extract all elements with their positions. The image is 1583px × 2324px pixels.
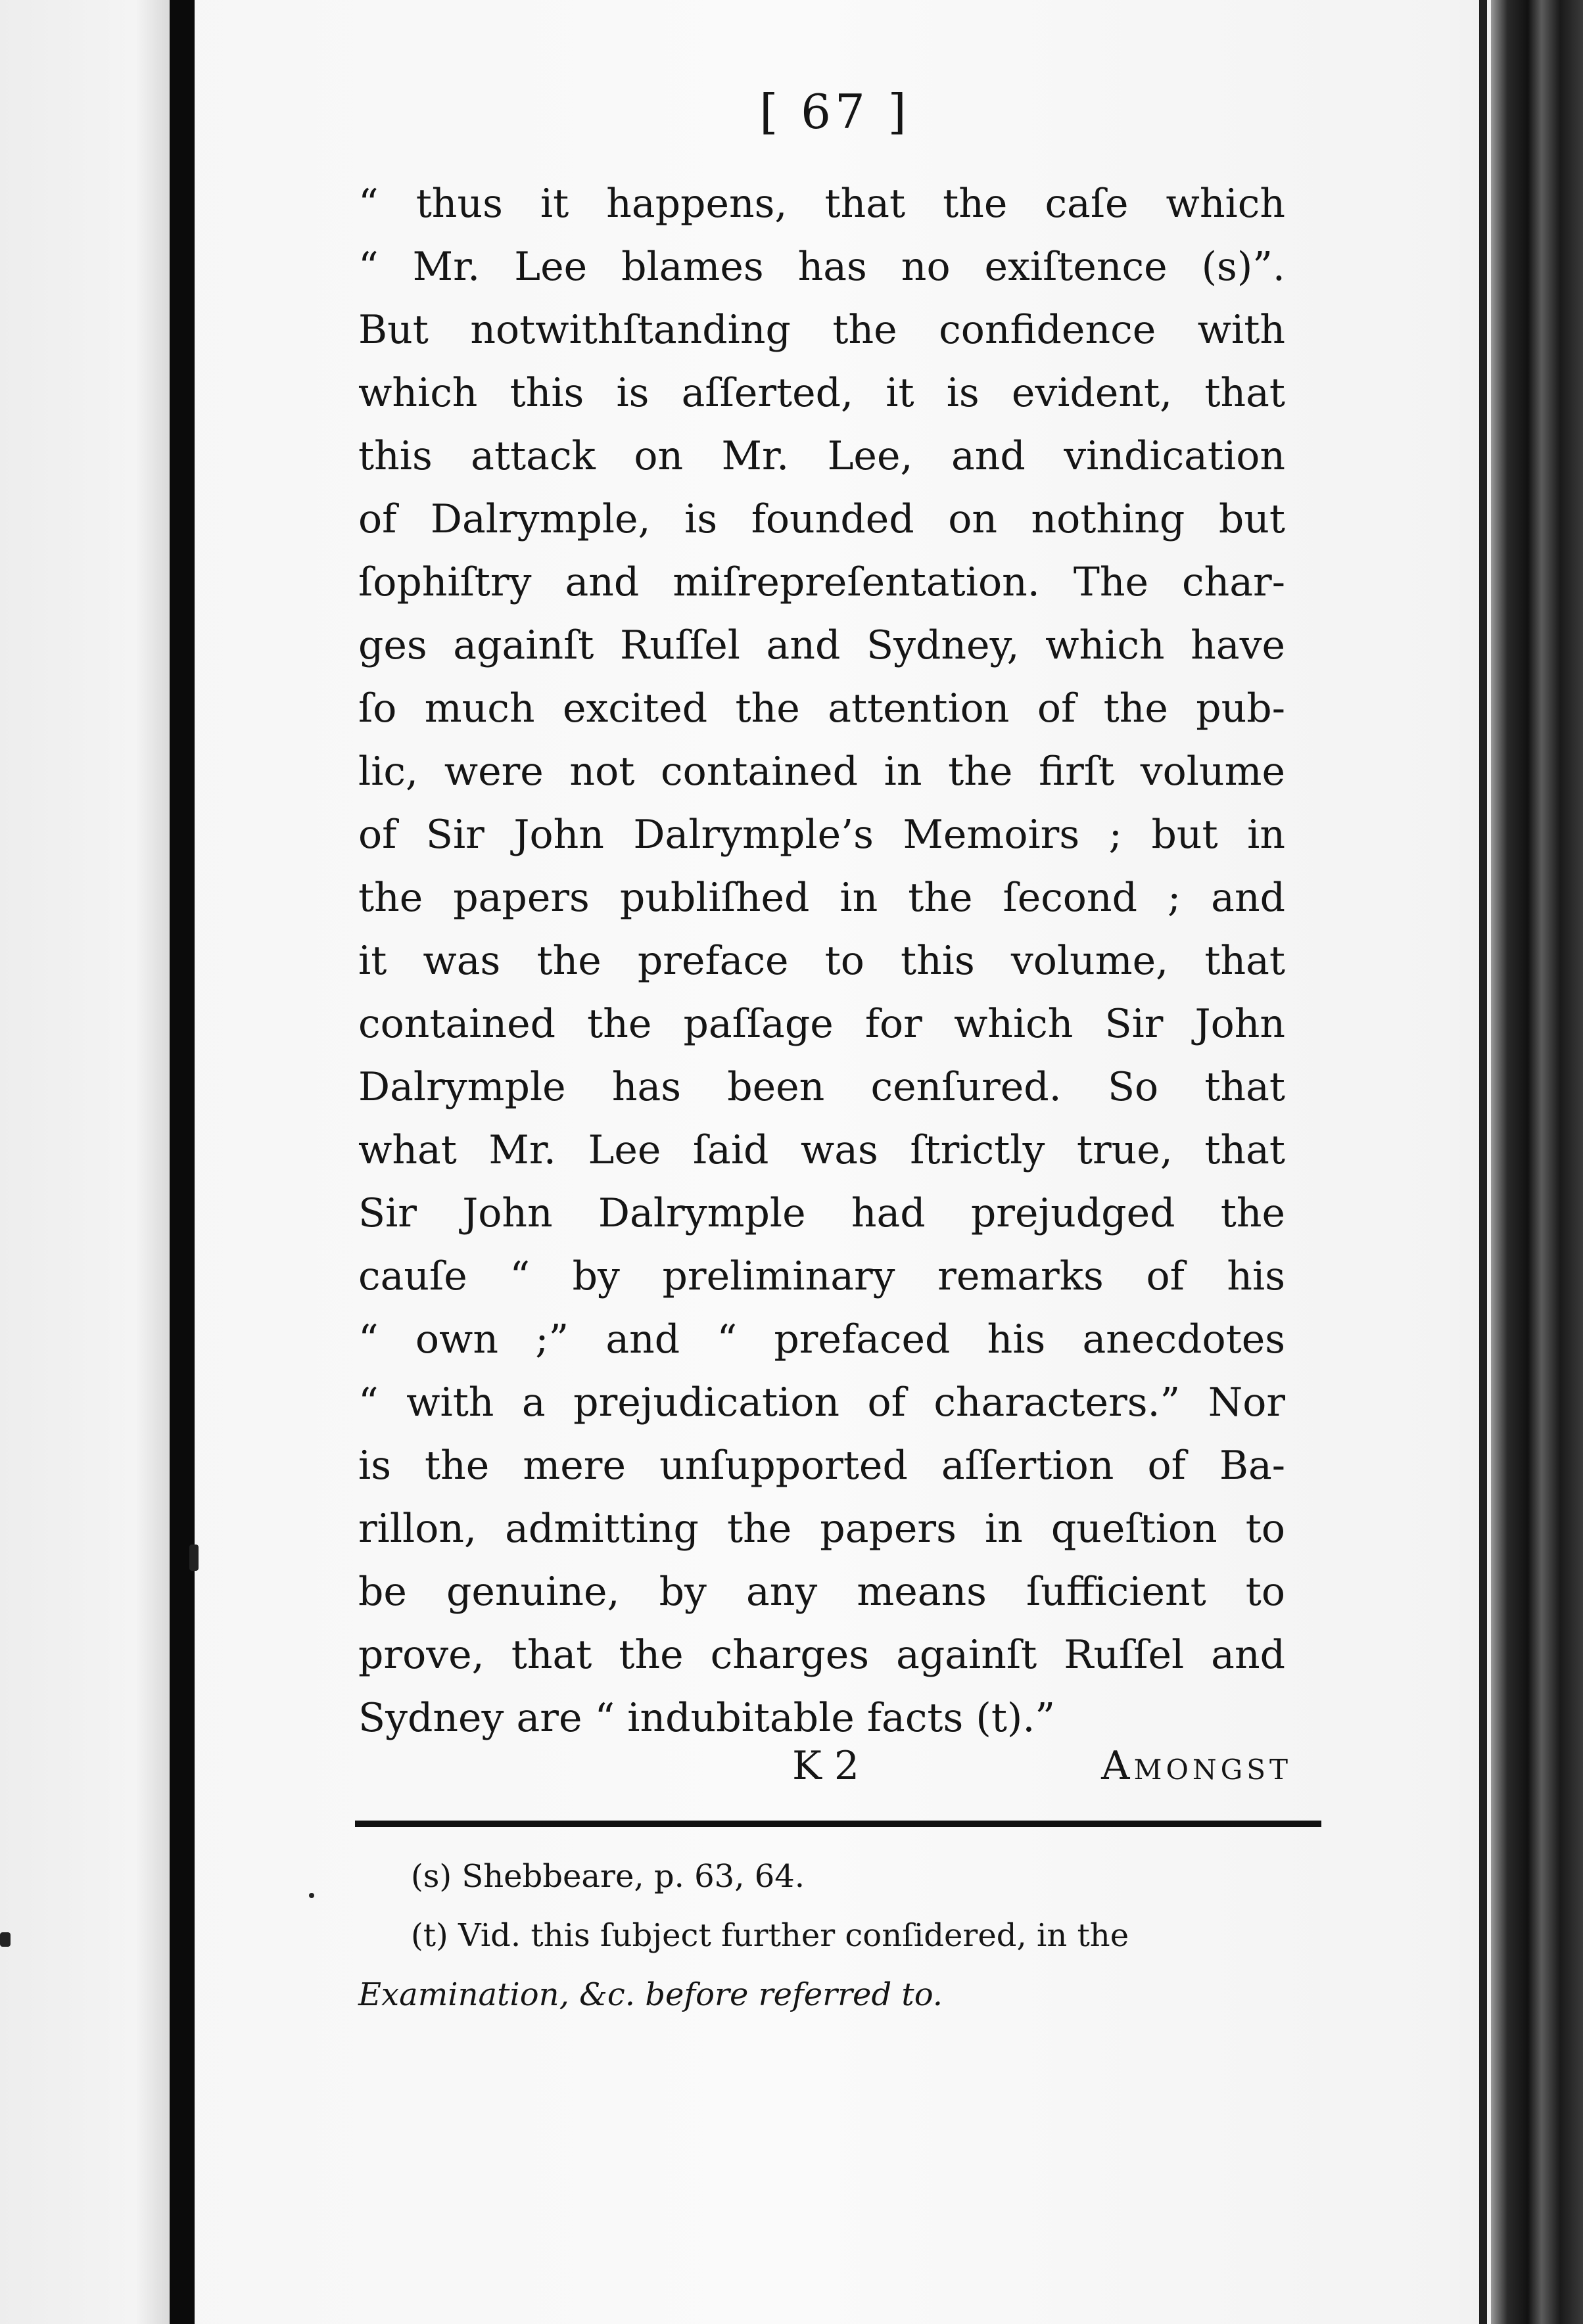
- footnotes: [358, 1847, 1305, 2024]
- footnote-rule: [355, 1821, 1321, 1827]
- text-line: be genuine, by any means ſufficient to: [358, 1569, 1285, 1615]
- signature-row: [786, 1743, 1292, 1806]
- text-line: “ Mr. Lee blames has no exiſtence (s)”.: [358, 244, 1285, 290]
- book-right-edge: [1491, 0, 1583, 2324]
- text-line: which this is aſſerted, it is evident, that: [358, 370, 1285, 416]
- footnote-t: (t) Vid. this ſubject further conſidered, in the: [411, 1917, 1129, 1954]
- ink-speck: [189, 1545, 199, 1571]
- body-text: [358, 172, 1285, 1750]
- text-line: what Mr. Lee ſaid was ſtrictly true, that: [358, 1127, 1285, 1173]
- text-line: But notwithſtanding the confidence with: [358, 307, 1285, 353]
- page-number: [ 67 ]: [759, 84, 910, 139]
- ink-speck: [0, 1932, 11, 1947]
- text-line: cauſe “ by preliminary remarks of his: [358, 1253, 1285, 1299]
- book-gutter: [170, 0, 195, 2324]
- text-line: the papers publiſhed in the ſecond ; and: [358, 875, 1285, 921]
- text-line: prove, that the charges againſt Ruſſel and: [358, 1632, 1285, 1678]
- text-line: ſo much excited the attention of the pub-: [358, 686, 1285, 732]
- ink-speck: [309, 1893, 314, 1898]
- text-line: of Dalrymple, is founded on nothing but: [358, 496, 1285, 542]
- text-line: rillon, admitting the papers in queſtion to: [358, 1506, 1285, 1552]
- signature-mark: K 2: [792, 1743, 860, 1789]
- text-line: “ own ;” and “ prefaced his anecdotes: [358, 1316, 1285, 1362]
- page-edge-line: [1479, 0, 1487, 2324]
- text-line: it was the preface to this volume, that: [358, 938, 1285, 984]
- facing-page-edge: [0, 0, 170, 2324]
- text-line: is the mere unſupported aſſertion of Ba-: [358, 1443, 1285, 1489]
- text-line: contained the paſſage for which Sir John: [358, 1001, 1285, 1047]
- text-line: Sir John Dalrymple had prejudged the: [358, 1190, 1285, 1236]
- footnote-s: (s) Shebbeare, p. 63, 64.: [411, 1858, 805, 1895]
- text-line: ſophiſtry and miſrepreſentation. The char-: [358, 559, 1285, 605]
- text-line: ges againſt Ruſſel and Sydney, which have: [358, 622, 1285, 668]
- text-line: of Sir John Dalrymple’s Memoirs ; but in: [358, 812, 1285, 858]
- text-line: this attack on Mr. Lee, and vindication: [358, 433, 1285, 479]
- text-line: Dalrymple has been cenſured. So that: [358, 1064, 1285, 1110]
- text-line: “ thus it happens, that the caſe which: [358, 181, 1285, 227]
- footnote-t-continued: Examination, &c. before referred to.: [358, 1976, 943, 2013]
- text-line: Sydney are “ indubitable facts (t).”: [358, 1695, 1056, 1741]
- text-line: “ with a prejudication of characters.” Nor: [358, 1380, 1285, 1426]
- text-line: lic, were not contained in the firſt volume: [358, 749, 1285, 795]
- catchword: Amongst: [1101, 1743, 1292, 1789]
